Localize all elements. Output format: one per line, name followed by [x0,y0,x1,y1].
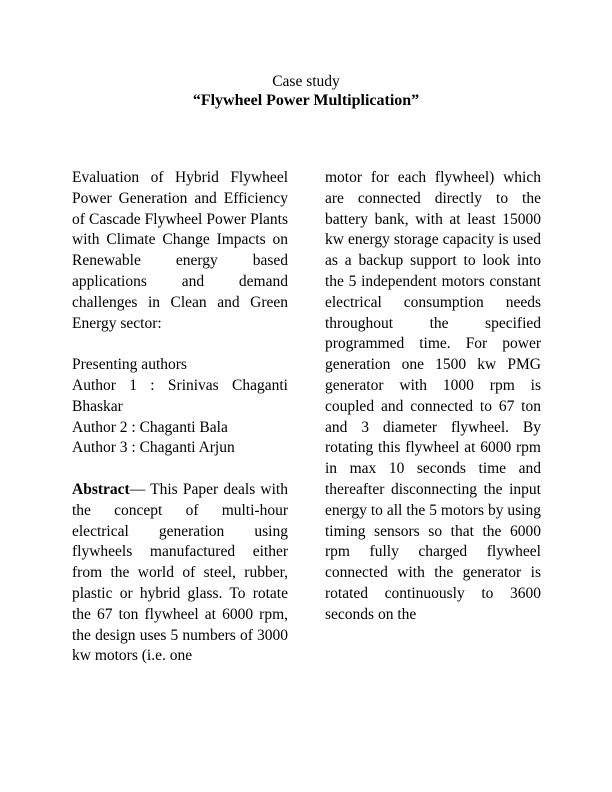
abstract-label: Abstract [72,480,130,498]
right-column [325,168,541,626]
paper-title: “Flywheel Power Multiplication” [192,92,420,109]
author-3: Author 3 : Chaganti Arjun [72,439,235,457]
paper-header [0,72,612,111]
intro-paragraph: Evaluation of Hybrid Flywheel Power Generation and Efficiency of Cascade Flywheel Power Plants with Climate Change Impacts on Renewable energy based applications and demand challenges in Clean and Green Energy sector: [72,169,288,332]
case-study-label: Case study [272,73,340,90]
abstract-paragraph [72,480,288,667]
right-column-text: motor for each flywheel) which are connected directly to the battery bank, with at least 15000 kw energy storage capacity is used as a backup support to look into the 5 independent motors constant electrical consumption needs throughout the specified programmed time. For power generation one 1500 kw PMG generator with 1000 rpm is coupled and connected to 67 ton and 3 diameter flywheel. By rotating this flywheel at 6000 rpm in max 10 seconds time and thereafter disconnecting the input energy to all the 5 motors by using timing sensors so that the 6000 rpm fully charged flywheel connected with the generator is rotated continuously to 3600 seconds on the [325,169,541,623]
authors-label: Presenting authors [72,356,187,374]
abstract-text: — This Paper deals with the concept of multi-hour electrical generation using flywheels manufactured either from the world of steel, rubber, plastic or hybrid glass. To rotate the 67 ton flywheel at 6000 rpm, the design uses 5 numbers of 3000 kw motors (i.e. one [72,480,288,665]
left-column [72,168,288,667]
author-1: Author 1 : Srinivas Chaganti Bhaskar [72,376,288,415]
authors-block [72,355,288,459]
author-2: Author 2 : Chaganti Bala [72,418,228,436]
